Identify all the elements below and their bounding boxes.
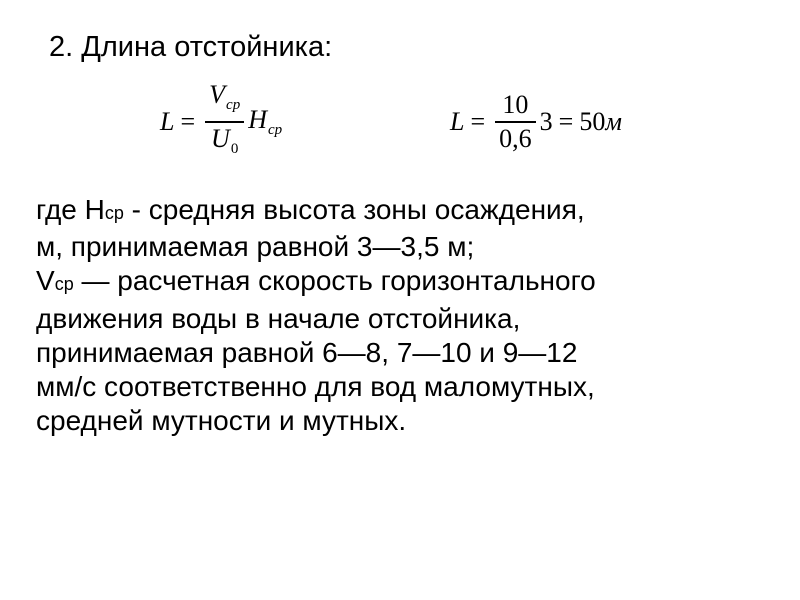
denominator-symbol: U xyxy=(211,123,230,153)
formula-lhs: L xyxy=(160,107,175,136)
text-line-3 xyxy=(36,264,776,301)
formula-factor xyxy=(248,104,283,138)
calc-result: 50 xyxy=(579,107,606,136)
denominator-subscript: 0 xyxy=(230,140,239,157)
calc-lhs: L xyxy=(450,107,465,136)
text-line-3-end: — расчетная скорость горизонтального xyxy=(73,265,596,297)
text-line-1-start: где Н xyxy=(36,194,105,225)
factor-symbol: H xyxy=(248,104,267,134)
text-line-3-start: V xyxy=(36,265,55,297)
calc-factor: 3 xyxy=(539,107,553,136)
text-line-1-end: - средняя высота зоны осаждения, xyxy=(123,194,585,225)
explanation-text xyxy=(36,193,776,438)
height-subscript: ср xyxy=(104,203,124,223)
slide-heading: 2. Длина отстойника: xyxy=(49,31,333,63)
text-line-6: мм/с соответственно для вод маломутных, xyxy=(36,371,595,403)
velocity-fraction xyxy=(205,79,244,165)
formula-equals: = xyxy=(180,107,196,136)
fraction-numerator xyxy=(205,79,244,121)
calc-numerator: 10 xyxy=(502,90,529,120)
text-line-4: движения воды в начале отстойника, xyxy=(36,302,521,334)
text-line-7: средней мутности и мутных. xyxy=(36,405,407,437)
calc-equals-2: = xyxy=(558,107,574,136)
factor-subscript: ср xyxy=(267,121,283,138)
velocity-subscript: ср xyxy=(54,274,74,295)
fraction-denominator xyxy=(207,123,242,165)
calc-fraction xyxy=(495,89,536,155)
numerator-subscript: ср xyxy=(226,97,241,114)
text-line-2: м, принимаемая равной 3—3,5 м; xyxy=(36,231,475,263)
length-formula xyxy=(160,82,282,162)
calc-equals: = xyxy=(470,107,486,136)
length-calculation xyxy=(450,86,622,158)
calc-unit: м xyxy=(605,107,622,136)
text-line-1 xyxy=(36,193,776,230)
calc-denominator: 0,6 xyxy=(499,123,532,153)
numerator-symbol: V xyxy=(209,80,226,110)
text-line-5: принимаемая равной 6—8, 7—10 и 9—12 xyxy=(36,336,578,368)
